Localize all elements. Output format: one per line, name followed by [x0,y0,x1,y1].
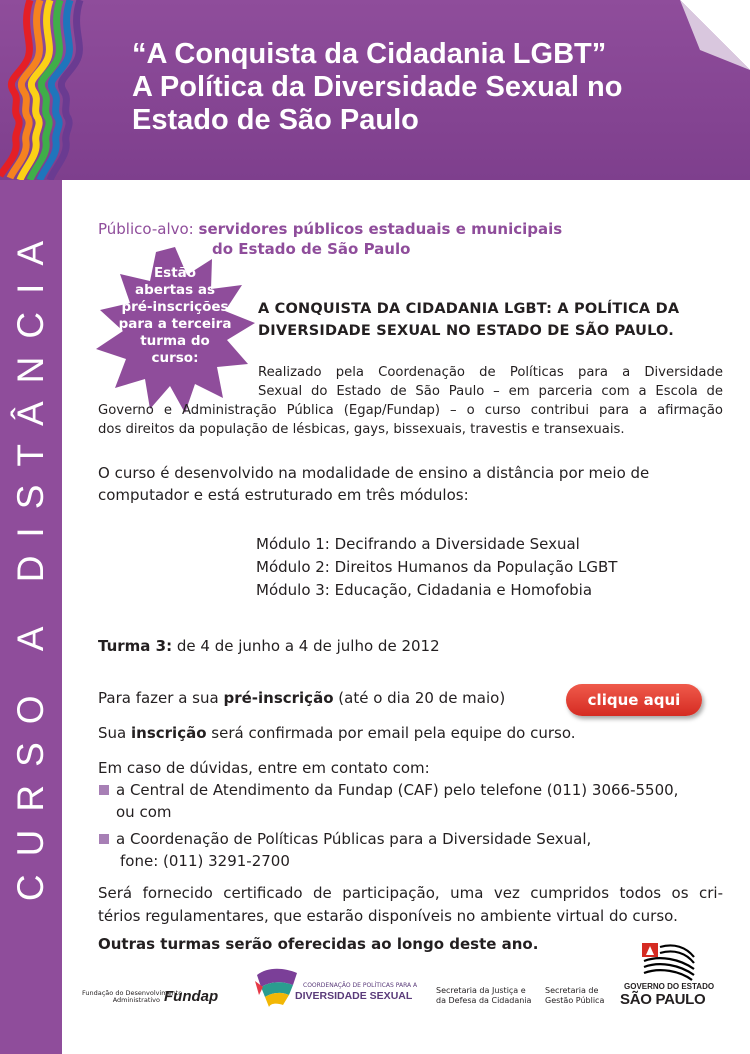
prereg-suffix: (até o dia 20 de maio) [338,689,506,707]
preregistration-text [98,688,505,708]
audience-line-1 [98,219,562,239]
contact-item [98,829,728,872]
bullet-square-icon [99,834,109,844]
certificate-line-2: térios regulamentares, que estarão disponíveis no ambiente virtual do curso. [98,907,678,925]
fundap-small-line-1: Fundação do Desenvolvimento [82,989,183,997]
governo-sp-logo [618,941,718,1011]
diversity-big-text: DIVERSIDADE SEXUAL [295,990,413,1002]
contact-item-line-2: fone: (011) 3291-2700 [120,851,290,870]
rainbow-faces-logo [0,0,125,180]
confirm-suffix: será confirmada por email pela equipe do curso. [211,724,576,742]
turma-value: de 4 de junho a 4 de julho de 2012 [176,637,440,655]
modules-intro-line-1: O curso é desenvolvido na modalidade de ensino a distância por meio de [98,464,650,482]
contact-item-line-1: a Central de Atendimento da Fundap (CAF) pelo telefone (011) 3066-5500, [116,781,679,799]
modules-intro-line-2: computador e está estruturado em três módulos: [98,486,469,504]
diversity-logo [253,965,418,1010]
sec-gestao-line-2: Gestão Pública [545,996,605,1005]
module-item: Módulo 3: Educação, Cidadania e Homofobia [256,581,593,599]
course-title-line-1: A CONQUISTA DA CIDADANIA LGBT: A POLÍTICA DA [258,301,680,317]
confirmation-text [98,723,576,743]
intro-line-3: Governo e Administração Pública (Egap/Fundap) – o curso contribui para a afirmação [98,403,723,418]
certificate-line-1: Será fornecido certificado de participação, uma vez cumpridos todos os cri- [98,884,723,902]
modules-list [256,533,617,602]
diversity-small-text: COORDENAÇÃO DE POLÍTICAS PARA A [303,982,418,989]
intro-line-1: Realizado pela Coordenação de Políticas para a Diversidade [258,365,723,380]
title-line-1: “A Conquista da Cidadania LGBT” [132,38,607,70]
audience-value-1: servidores públicos estaduais e municipais [198,220,563,238]
fundap-small-line-2: Administrativo [112,996,160,1004]
star-line: curso: [151,350,199,366]
prereg-bold: pré-inscrição [223,689,334,707]
star-line: abertas as [134,282,216,298]
fundap-brand: Fundap [164,988,219,1005]
modules-intro [98,462,723,506]
contact-item [98,780,728,823]
gov-line-2: SÃO PAULO [620,991,706,1008]
bullet-square-icon [99,785,109,795]
confirm-bold: inscrição [131,724,207,742]
audience-label: Público-alvo: [98,220,194,238]
sec-justica-line-1: Secretaria da Justiça e [436,986,526,995]
star-line: Estão [153,265,197,281]
star-line: para a terceira [118,316,232,332]
sec-justica-line-2: da Defesa da Cidadania [436,996,532,1005]
secretaria-justica-logo [436,986,531,1006]
contact-item-line-2: ou com [116,802,172,821]
other-groups-note: Outras turmas serão oferecidas ao longo deste ano. [98,935,539,953]
header-banner [0,0,750,180]
certificate-paragraph [98,882,723,928]
gov-line-1: GOVERNO DO ESTADO [624,982,715,991]
contact-list [98,780,728,872]
contact-item-line-1: a Coordenação de Políticas Públicas para a Diversidade Sexual, [116,830,592,848]
turma-label: Turma 3: [98,637,173,655]
turma-dates [98,636,440,656]
page-title [132,38,702,137]
contact-intro: Em caso de dúvidas, entre em contato com: [98,759,430,777]
course-title [258,298,728,342]
title-line-3: Estado de São Paulo [132,104,419,136]
star-line: pré-inscrições [121,299,229,315]
rainbow-map-icon [253,965,301,1009]
sidebar-vertical-text: CURSO A DISTÂNCIA [10,222,51,902]
audience-value-2: do Estado de São Paulo [212,240,411,258]
title-line-2: A Política da Diversidade Sexual no [132,71,623,103]
star-line: turma do [140,333,210,349]
secretaria-gestao-logo [545,986,604,1006]
sp-flag-emblem-icon [640,941,696,981]
prereg-prefix: Para fazer a sua [98,689,219,707]
confirm-prefix: Sua [98,724,127,742]
module-item: Módulo 1: Decifrando a Diversidade Sexual [256,535,580,553]
intro-line-4: dos direitos da população de lésbicas, gays, bissexuais, travestis e transexuais. [98,422,625,437]
star-badge-text [108,265,242,367]
module-item: Módulo 2: Direitos Humanos da População LGBT [256,558,618,576]
course-title-line-2: DIVERSIDADE SEXUAL NO ESTADO DE SÃO PAULO. [258,323,674,339]
sec-gestao-line-1: Secretaria de [545,986,599,995]
click-here-button[interactable]: clique aqui [566,684,702,716]
fundap-small-text [82,989,183,1004]
intro-line-2: Sexual do Estado de São Paulo – em parceria com a Escola de [258,384,723,399]
